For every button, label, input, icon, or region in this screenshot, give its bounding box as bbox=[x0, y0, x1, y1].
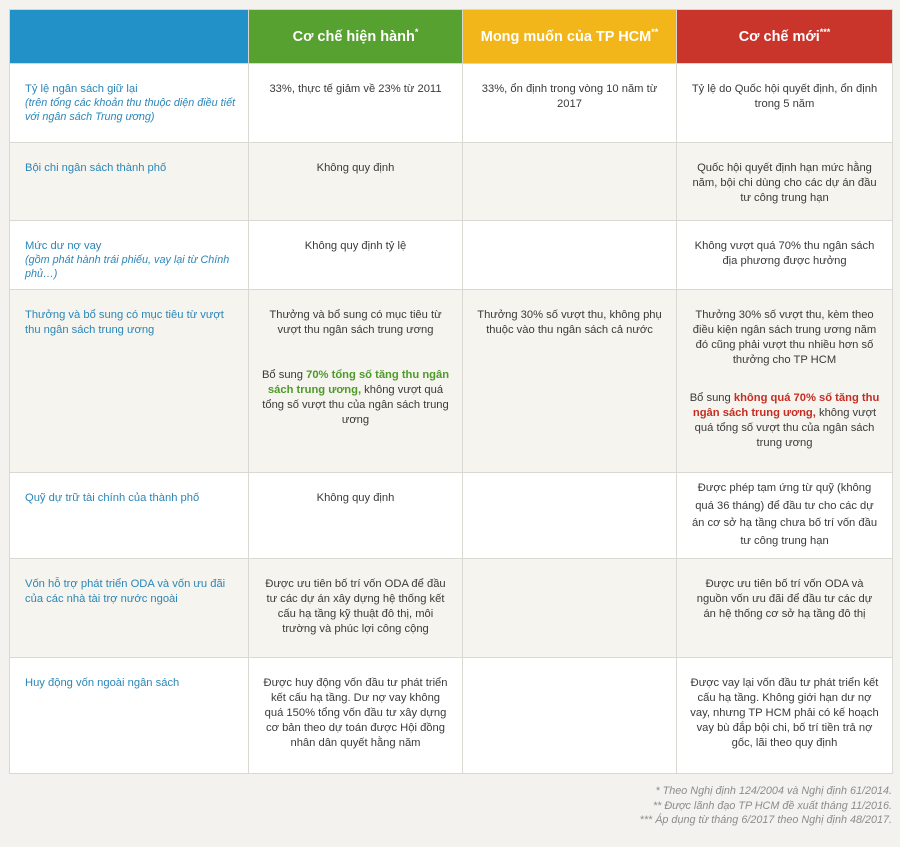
header-new-mechanism: Cơ chế mới*** bbox=[677, 10, 893, 64]
comparison-table bbox=[9, 9, 893, 774]
footnote-3: *** Áp dụng từ tháng 6/2017 theo Nghị định 48/2017. bbox=[639, 814, 892, 826]
hcm-cell bbox=[463, 658, 677, 774]
hcm-cell bbox=[463, 559, 677, 658]
footnotes bbox=[640, 784, 892, 828]
row-label: Huy động vốn ngoài ngân sách bbox=[10, 658, 249, 774]
table-header-row bbox=[10, 10, 893, 64]
row-label: Quỹ dự trữ tài chính của thành phố bbox=[10, 473, 249, 559]
row-label: Mức dư nợ vay (gồm phát hành trái phiếu, vay lại từ Chính phủ…) bbox=[10, 221, 249, 290]
header-hcm-wish: Mong muốn của TP HCM** bbox=[463, 10, 677, 64]
footnote-mark: ** bbox=[651, 26, 659, 37]
new-cell: Được vay lại vốn đầu tư phát triển kết cấu hạ tầng. Không giới hạn dư nợ vay, nhưng TP HCM phải có kế hoạch vay bù đắp bội chi, bố trí tiền trả nợ gốc, lãi theo quy định bbox=[677, 658, 893, 774]
table-row bbox=[10, 559, 893, 658]
highlight-green: 70% tổng số tăng thu ngân sách trung ương, bbox=[267, 369, 450, 396]
comparison-table-container bbox=[9, 9, 892, 774]
hcm-cell bbox=[463, 221, 677, 290]
current-cell: Được ưu tiên bố trí vốn ODA để đầu tư các dự án xây dựng hệ thống kết cấu hạ tầng kỹ thuật đô thị, môi trường và phúc lợi công cộng bbox=[249, 559, 463, 658]
current-cell: Không quy định bbox=[249, 473, 463, 559]
hcm-cell: 33%, ổn định trong vòng 10 năm từ 2017 bbox=[463, 64, 677, 143]
row-label: Thưởng và bổ sung có mục tiêu từ vượt thu ngân sách trung ương bbox=[10, 290, 249, 473]
current-cell: Thưởng và bổ sung có mục tiêu từ vượt thu ngân sách trung ương Bổ sung 70% tổng số tăng thu ngân sách trung ương, không vượt quá tổng số vượt thu của ngân sách trung ương bbox=[249, 290, 463, 473]
table-row bbox=[10, 64, 893, 143]
new-cell: Được ưu tiên bố trí vốn ODA và nguồn vốn ưu đãi để đầu tư các dự án hệ thống cơ sở hạ tầng đô thị bbox=[677, 559, 893, 658]
row-label: Vốn hỗ trợ phát triển ODA và vốn ưu đãi của các nhà tài trợ nước ngoài bbox=[10, 559, 249, 658]
table-row bbox=[10, 658, 893, 774]
new-cell: Thưởng 30% số vượt thu, kèm theo điều kiện ngân sách trung ương năm đó cũng phải vượt thu nhiều hơn số thưởng cho TP HCM Bổ sung không quá 70% số tăng thu ngân sách trung ương, không vượt quá tổng số vượt thu của ngân sách trung ương bbox=[677, 290, 893, 473]
table-row bbox=[10, 473, 893, 559]
header-current-mechanism: Cơ chế hiện hành* bbox=[249, 10, 463, 64]
header-criteria bbox=[10, 10, 249, 64]
footnote-mark: *** bbox=[819, 26, 831, 37]
current-cell: Không quy định bbox=[249, 143, 463, 221]
hcm-cell bbox=[463, 143, 677, 221]
row-label: Bội chi ngân sách thành phố bbox=[10, 143, 249, 221]
new-cell: Được phép tạm ứng từ quỹ (không quá 36 tháng) để đầu tư cho các dự án cơ sở hạ tầng chưa bố trí vốn đầu tư công trung hạn bbox=[677, 473, 893, 559]
new-cell: Tỷ lệ do Quốc hội quyết định, ổn định trong 5 năm bbox=[677, 64, 893, 143]
hcm-cell: Thưởng 30% số vượt thu, không phụ thuộc vào thu ngân sách cả nước bbox=[463, 290, 677, 473]
hcm-cell bbox=[463, 473, 677, 559]
footnote-1: * Theo Nghị định 124/2004 và Nghị định 61/2014. bbox=[655, 785, 892, 797]
row-label: Tỷ lệ ngân sách giữ lại (trên tổng các khoản thu thuộc diện điều tiết với ngân sách Trung ương) bbox=[10, 64, 249, 143]
table-row bbox=[10, 290, 893, 473]
current-cell: 33%, thực tế giảm về 23% từ 2011 bbox=[249, 64, 463, 143]
table-row bbox=[10, 143, 893, 221]
current-cell: Không quy định tỷ lệ bbox=[249, 221, 463, 290]
footnote-2: ** Được lãnh đạo TP HCM đề xuất tháng 11/2016. bbox=[652, 799, 892, 812]
new-cell: Không vượt quá 70% thu ngân sách địa phương được hưởng bbox=[677, 221, 893, 290]
table-row bbox=[10, 221, 893, 290]
footnote-mark: * bbox=[414, 26, 419, 37]
highlight-red: không quá 70% số tăng thu ngân sách trung ương, bbox=[692, 392, 880, 419]
current-cell: Được huy động vốn đầu tư phát triển kết cấu hạ tầng. Dư nợ vay không quá 150% tổng vốn đầu tư xây dựng cơ bản theo dự toán được Hội đồng nhân dân quyết hằng năm bbox=[249, 658, 463, 774]
new-cell: Quốc hội quyết định hạn mức hằng năm, bội chi dùng cho các dự án đầu tư công trung hạn bbox=[677, 143, 893, 221]
